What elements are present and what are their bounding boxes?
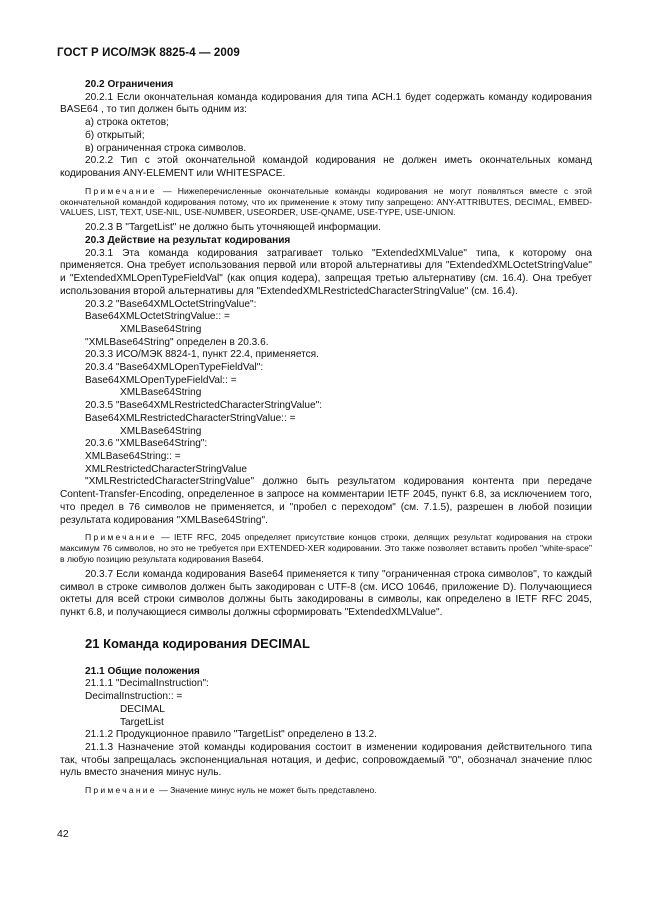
code-line: DecimalInstruction:: = bbox=[85, 691, 183, 703]
note bbox=[60, 532, 592, 565]
paragraph: 21.1.1 "DecimalInstruction": bbox=[85, 678, 209, 690]
paragraph: 20.3.2 "Base64XMLOctetStringValue": bbox=[85, 298, 257, 310]
paragraph: 20.3.5 "Base64XMLRestrictedCharacterStringValue": bbox=[85, 400, 323, 412]
code-line: Base64XMLOctetStringValue:: = bbox=[85, 311, 230, 323]
paragraph: 20.3.6 "XMLBase64String": bbox=[85, 438, 208, 450]
page-content bbox=[60, 79, 592, 800]
page-header: ГОСТ Р ИСО/МЭК 8825-4 — 2009 bbox=[57, 47, 240, 59]
page-number: 42 bbox=[57, 828, 69, 840]
paragraph: 21.1.3 Назначение этой команды кодирования состоит в изменении кодирования действительного типа так, чтобы запрещалась экспоненциальная нотация, и дефис, сопровождаемый "0", обозначал значение плюс нуль вместо значения минус нуль. bbox=[60, 741, 592, 779]
section-heading-20-3: 20.3 Действие на результат кодирования bbox=[85, 235, 291, 247]
code-line: XMLBase64String bbox=[120, 323, 202, 335]
section-heading-20-2: 20.2 Ограничения bbox=[85, 79, 174, 90]
code-line: XMLRestrictedCharacterStringValue bbox=[85, 463, 247, 475]
code-line: DECIMAL bbox=[120, 703, 165, 715]
paragraph: 20.3.4 "Base64XMLOpenTypeFieldVal": bbox=[85, 362, 264, 374]
paragraph: 21.1.2 Продукционное правило "TargetList" определено в 13.2. bbox=[85, 729, 377, 741]
note-text: — Нижеперечисленные окончательные команды кодирования не могут появляться вместе с этой окончательной командой кодирования потому, что их применение к этому типу запрещено: ANY-ATTRIBUTES, DECIMAL, EMBED-VALUES, LIST, TEXT, USE-NIL, USE-NUMBER, USEORDER, USE-QNAME, USE-TYPE, USE-UNION. bbox=[60, 185, 592, 218]
code-line: XMLBase64String bbox=[120, 387, 202, 399]
code-line: TargetList bbox=[120, 716, 164, 728]
paragraph: 20.2.1 Если окончательная команда кодирования для типа АСН.1 будет содержать команду кодирования BASE64 , то тип должен быть одним из: bbox=[60, 91, 592, 116]
code-line: Base64XMLRestrictedCharacterStringValue:: = bbox=[85, 412, 296, 424]
paragraph: "XMLRestrictedCharacterStringValue" должно быть результатом кодирования контента при передаче Content-Transfer-Encoding, определенное в запросе на комментарии IETF 2045, пункт 6.8, за исключением того, что предел в 76 символов не применяется, и "пробел с переходом" (см. 7.1.5), разрешен в любой позиции результата кодирования "XMLBase64String". bbox=[60, 476, 592, 526]
note-label: Примечание bbox=[85, 185, 157, 196]
list-item: в) ограниченная строка символов. bbox=[85, 142, 247, 154]
paragraph: 20.3.1 Эта команда кодирования затрагивает только "ExtendedXMLValue" типа, к которому она применяется. Она требует использования первой или второй альтернативы для "ExtendedXMLOctetStringValue" и "ExtendedXMLOpenTypeFieldVal" (как опция кодера), запрещая третью альтернативу (см. 16.4). Она требует использования второй альтернативы для "ExtendedXMLRestrictedCharacterStringValue" (см. 16.4). bbox=[60, 247, 592, 297]
note bbox=[60, 785, 592, 796]
note-text: — IETF RFC, 2045 определяет присутствие концов строки, делящих результат кодирования на строки максимум 76 символов, но это не требуется при EXTENDED-XER кодировании. Это также позволяет вставить пробел "white-space" в любую позицию результата кодирования Base64. bbox=[60, 532, 592, 565]
paragraph: 20.3.3 ИСО/МЭК 8824-1, пункт 22.4, применяется. bbox=[85, 349, 319, 361]
list-item: б) открытый; bbox=[85, 129, 145, 141]
paragraph: 20.3.7 Если команда кодирования Base64 применяется к типу "ограниченная строка символов", то каждый символ в строке символов должен быть закодирован с UTF-8 (см. ИСО 10646, приложение D). Получающиеся октеты для всей строки символов должны быть закодированы в символы, как определено в IETF RFC 2045, пункт 6.8, и получающиеся символы должны сформировать "ExtendedXMLValue". bbox=[60, 568, 592, 619]
code-line: XMLBase64String:: = bbox=[85, 451, 181, 462]
list-item: а) строка октетов; bbox=[85, 117, 169, 129]
paragraph: 20.2.2 Тип с этой окончательной командой кодирования не должен иметь окончательных команд кодирования ANY-ELEMENT или WHITESPACE. bbox=[60, 155, 592, 179]
paragraph: "XMLBase64String" определен в 20.3.6. bbox=[85, 336, 269, 348]
paragraph: 20.2.3 В "TargetList" не должно быть уточняющей информации. bbox=[85, 222, 381, 234]
code-line: Base64XMLOpenTypeFieldVal:: = bbox=[85, 374, 237, 386]
note-label: Примечание bbox=[85, 785, 157, 796]
code-line: XMLBase64String bbox=[120, 425, 202, 437]
note-text: — Значение минус нуль не может быть представлено. bbox=[156, 785, 377, 796]
section-heading-21: 21 Команда кодирования DECIMAL bbox=[85, 635, 310, 651]
note bbox=[60, 186, 592, 219]
note-label: Примечание bbox=[85, 532, 157, 543]
section-heading-21-1: 21.1 Общие положения bbox=[85, 665, 200, 677]
